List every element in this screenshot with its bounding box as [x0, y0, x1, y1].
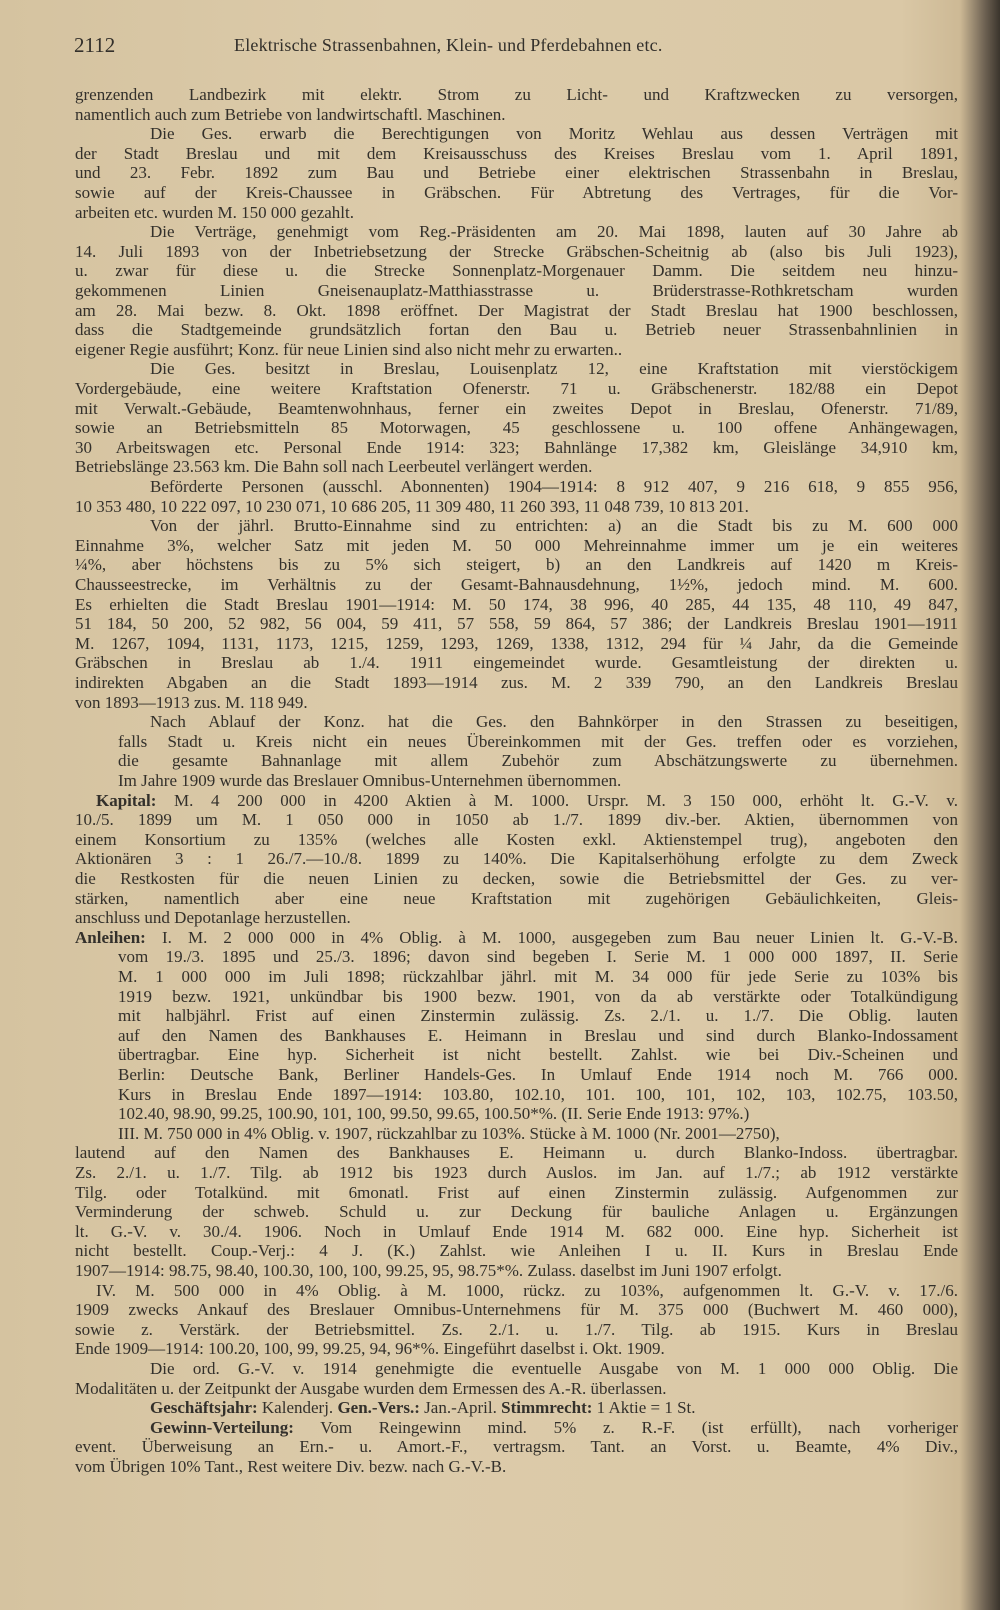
text-line: M. 1267, 1094, 1131, 1173, 1215, 1259, 1293, 1269, 1338, 1312, 294 für ¼ Jahr, da die Gemeinde [75, 633, 958, 653]
text-line: 14. Juli 1893 von der Inbetriebsetzung der Strecke Gräbschen-Scheitnig ab (also bis Juli 1923), [75, 241, 958, 261]
text-line: 51 184, 50 200, 52 982, 56 004, 59 411, 57 558, 59 864, 57 386; der Landkreis Breslau 1901—1911 [75, 614, 958, 634]
text-line: Vordergebäude, eine weitere Kraftstation Ofenerstr. 71 u. Gräbschenerstr. 182/88 ein Depot [75, 379, 958, 398]
text-line: Es erhielten die Stadt Breslau 1901—1914: M. 50 174, 38 996, 40 285, 44 135, 48 110, 49 847, [75, 594, 958, 614]
text-line: Die ord. G.-V. v. 1914 genehmigte die eventuelle Ausgabe von M. 1 000 000 Oblig. Die [150, 1359, 958, 1378]
text-line: Einnahme 3%, welcher Satz mit jeden M. 50 000 Mehreinnahme immer um je ein weiteres [75, 535, 958, 555]
text-line: sowie z. Verstärk. der Betriebsmittel. Zs. 2./1. u. 1./7. Tilg. ab 1915. Kurs in Breslau [75, 1319, 958, 1339]
text-line: Tilg. oder Totalkünd. mit 6monatl. Frist auf einen Zinstermin zulässig. Aufgenommen zur [75, 1182, 958, 1202]
text-line: auf den Namen des Bankhauses E. Heimann in Breslau und sind durch Blanko-Indossament [118, 1025, 958, 1045]
text-line: 102.40, 98.90, 99.25, 100.90, 101, 100, 99.50, 99.65, 100.50*%. (II. Serie Ende 1913: 97%.) [118, 1104, 750, 1124]
text-line: eigener Regie ausführt; Konz. für neue Linien sind also nicht mehr zu erwarten.. [75, 339, 623, 359]
text-line: und 23. Febr. 1892 zum Bau und Betriebe einer elektrischen Strassenbahn in Breslau, [75, 163, 958, 183]
text-line: 1909 zwecks Ankauf des Breslauer Omnibus-Unternehmens für M. 375 000 (Buchwert M. 460 000), [75, 1300, 958, 1320]
text-line [150, 1418, 958, 1438]
section-label: Geschäftsjahr: [150, 1398, 258, 1418]
text-line: grenzenden Landbezirk mit elektr. Strom zu Licht- und Kraftzwecken zu versorgen, [75, 85, 958, 104]
text-line: vom 19./3. 1895 und 25./3. 1896; davon sind begeben I. Serie M. 1 000 000 1897, II. Serie [118, 947, 958, 967]
running-title: Elektrische Strassenbahnen, Klein- und Pferdebahnen etc. [234, 35, 663, 55]
section-label: Gen.-Vers.: [337, 1398, 420, 1418]
text-line: Die Verträge, genehmigt vom Reg.-Präsidenten am 20. Mai 1898, lauten auf 30 Jahre ab [150, 222, 958, 242]
text-line: übertragbar. Eine hyp. Sicherheit ist nicht bestellt. Zahlst. wie bei Div.-Scheinen und [118, 1045, 958, 1065]
text-line: die Restkosten für die neuen Linien zu decken, sowie die Betriebsmittel der Ges. zu ver- [75, 869, 958, 888]
section-label: Kapital: [96, 790, 157, 810]
text-line: Ende 1909—1914: 100.20, 100, 99, 99.25, 94, 96*%. Eingeführt daselbst i. Okt. 1909. [75, 1339, 665, 1359]
text-line [150, 1398, 958, 1418]
section-label: Stimmrecht: [501, 1398, 593, 1418]
section-text: I. M. 2 000 000 in 4% Oblig. à M. 1000, ausgegeben zum Bau neuer Linien lt. G.-V.-B. [145, 927, 958, 947]
text-line: der Stadt Breslau und mit dem Kreisausschuss des Kreises Breslau vom 1. April 1891, [75, 143, 958, 163]
text-line: Nach Ablauf der Konz. hat die Ges. den Bahnkörper in den Strassen zu beseitigen, [150, 712, 958, 732]
text-line: Beförderte Personen (ausschl. Abonnenten) 1904—1914: 8 912 407, 9 216 618, 9 855 956, [150, 477, 958, 496]
text-line: Betriebslänge 23.563 km. Die Bahn soll nach Leerbeutel verlängert werden. [75, 457, 593, 477]
text-line: namentlich auch zum Betriebe von landwirtschaftl. Maschinen. [75, 104, 506, 124]
section-text: Kalenderj. [257, 1398, 338, 1418]
text-line: 1907—1914: 98.75, 98.40, 100.30, 100, 100, 99.25, 95, 98.75*%. Zulass. daselbst im Juni 1907 erfolgt. [75, 1261, 782, 1280]
section-text: M. 4 200 000 in 4200 Aktien à M. 1000. Urspr. M. 3 150 000, erhöht lt. G.-V. v. [156, 790, 958, 810]
text-line: Im Jahre 1909 wurde das Breslauer Omnibus-Unternehmen übernommen. [118, 771, 622, 790]
text-line: anschluss und Depotanlage herzustellen. [75, 908, 351, 928]
text-line: lautend auf den Namen des Bankhauses E. Heimann u. durch Blanko-Indoss. übertragbar. [75, 1143, 958, 1163]
text-line: falls Stadt u. Kreis nicht ein neues Übereinkommen mit der Ges. treffen oder es vorziehen, [118, 731, 958, 751]
text-line: Modalitäten u. der Zeitpunkt der Ausgabe wurden dem Ermessen des A.-R. überlassen. [75, 1378, 667, 1398]
text-line: dass die Stadtgemeinde grundsätzlich fortan den Bau u. Betrieb neuer Strassenbahnlinien in [75, 320, 958, 340]
text-line: von 1893—1913 zus. M. 118 949. [75, 692, 308, 712]
section-text: Vom Reingewinn mind. 5% z. R.-F. (ist erfüllt), nach vorheriger [293, 1417, 958, 1437]
text-line [75, 928, 958, 948]
text-line: event. Überweisung an Ern.- u. Amort.-F., vertragsm. Tant. an Vorst. u. Beamte, 4% Div., [75, 1437, 958, 1457]
text-line: Chausseestrecke, im Verhältnis zu der Gesamt-Bahnausdehnung, 1½%, jedoch mind. M. 600. [75, 575, 958, 594]
text-line: sowie auf der Kreis-Chaussee in Gräbschen. Für Abtretung des Vertrages, für die Vor- [75, 183, 958, 202]
text-line: IV. M. 500 000 in 4% Oblig. à M. 1000, rückz. zu 103%, aufgenommen lt. G.-V. v. 17./6. [96, 1280, 958, 1300]
text-line: vom Übrigen 10% Tant., Rest weitere Div. bezw. nach G.-V.-B. [75, 1457, 507, 1476]
text-line: mit Verwalt.-Gebäude, Beamtenwohnhaus, ferner ein zweites Depot in Breslau, Ofenerstr. 71/89, [75, 398, 958, 418]
text-line: am 28. Mai bezw. 8. Okt. 1898 eröffnet. Der Magistrat der Stadt Breslau hat 1900 beschlossen, [75, 300, 958, 320]
text-line: Aktionären 3 : 1 26./7.—10./8. 1899 zu 140%. Die Kapitalserhöhung erfolgte zu dem Zweck [75, 849, 958, 869]
text-line: einem Konsortium zu 135% (welches alle Kosten exkl. Aktienstempel trug), angeboten den [75, 829, 958, 849]
text-line: mit halbjährl. Frist auf einen Zinstermin zulässig. Zs. 2./1. u. 1./7. Die Oblig. lauten [118, 1006, 958, 1026]
text-line: sowie an Betriebsmitteln 85 Motorwagen, 45 geschlossene u. 100 offene Anhängewagen, [75, 418, 958, 438]
text-line: 10./5. 1899 um M. 1 050 000 in 1050 ab 1./7. 1899 div.-ber. Aktien, übernommen von [75, 810, 958, 830]
text-line: 1919 bezw. 1921, unkündbar bis 1900 bezw. 1901, von da ab verstärkte oder Totalkündigung [118, 986, 958, 1006]
text-line: Zs. 2./1. u. 1./7. Tilg. ab 1912 bis 1923 durch Auslos. im Jan. auf 1./7.; ab 1912 verstärkte [75, 1163, 958, 1182]
text-line: Gräbschen in Breslau ab 1./4. 1911 eingemeindet wurde. Gesamtleistung der direkten u. [75, 653, 958, 673]
text-line: 30 Arbeitswagen etc. Personal Ende 1914: 323; Bahnlänge 17,382 km, Gleislänge 34,910 km, [75, 437, 958, 457]
section-text: Jan.-April. [419, 1398, 502, 1418]
text-line: Verminderung der schweb. Schuld u. zur Deckung für bauliche Anlagen u. Ergänzungen [75, 1202, 958, 1222]
text-line: Die Ges. besitzt in Breslau, Louisenplatz 12, eine Kraftstation mit vierstöckigem [150, 359, 958, 379]
text-line: 10 353 480, 10 222 097, 10 230 071, 10 686 205, 11 309 480, 11 260 393, 11 048 739, 10 813 201. [75, 496, 749, 516]
text-line: ¼%, aber höchstens bis zu 5% sich steigert, b) an den Landkreis auf 1420 m Kreis- [75, 555, 958, 575]
text-line [96, 791, 958, 811]
text-line: M. 1 000 000 im Juli 1898; rückzahlbar jährl. mit M. 34 000 für jede Serie zu 103% bis [118, 967, 958, 986]
text-line: Von der jährl. Brutto-Einnahme sind zu entrichten: a) an die Stadt bis zu M. 600 000 [150, 516, 958, 536]
text-line: gekommenen Linien Gneisenauplatz-Matthiasstrasse u. Brüderstrasse-Rothkretscham wurden [75, 281, 958, 300]
text-line: Berlin: Deutsche Bank, Berliner Handels-Ges. In Umlauf Ende 1914 noch M. 766 000. [118, 1065, 958, 1084]
text-line: stärken, namentlich aber eine neue Kraftstation mit zugehörigen Gebäulichkeiten, Gleis- [75, 888, 958, 908]
section-text: 1 Aktie = 1 St. [592, 1398, 696, 1418]
page-number: 2112 [74, 33, 116, 57]
text-line: Kurs in Breslau Ende 1897—1914: 103.80, 102.10, 101. 100, 101, 102, 103, 102.75, 103.50, [118, 1084, 958, 1104]
text-line: arbeiten etc. wurden M. 150 000 gezahlt. [75, 202, 354, 222]
running-header [74, 33, 954, 57]
text-line: u. zwar für diese u. die Strecke Sonnenplatz-Morgenauer Damm. Die seitdem neu hinzu- [75, 261, 958, 281]
text-line: lt. G.-V. v. 30./4. 1906. Noch in Umlauf Ende 1914 M. 682 000. Eine hyp. Sicherheit ist [75, 1221, 958, 1241]
section-label: Anleihen: [75, 927, 146, 947]
section-label: Gewinn-Verteilung: [150, 1417, 294, 1437]
text-line: III. M. 750 000 in 4% Oblig. v. 1907, rückzahlbar zu 103%. Stücke à M. 1000 (Nr. 2001—2750), [118, 1123, 780, 1143]
text-line: die gesamte Bahnanlage mit allem Zubehör zum Abschätzungswerte zu übernehmen. [118, 751, 958, 771]
text-line: Die Ges. erwarb die Berechtigungen von Moritz Wehlau aus dessen Verträgen mit [150, 124, 958, 144]
text-line: nicht bestellt. Coup.-Verj.: 4 J. (K.) Zahlst. wie Anleihen I u. II. Kurs in Breslau Ende [75, 1241, 958, 1261]
text-line: indirekten Abgaben an die Stadt 1893—1914 zus. M. 2 339 790, an den Landkreis Breslau [75, 673, 958, 692]
